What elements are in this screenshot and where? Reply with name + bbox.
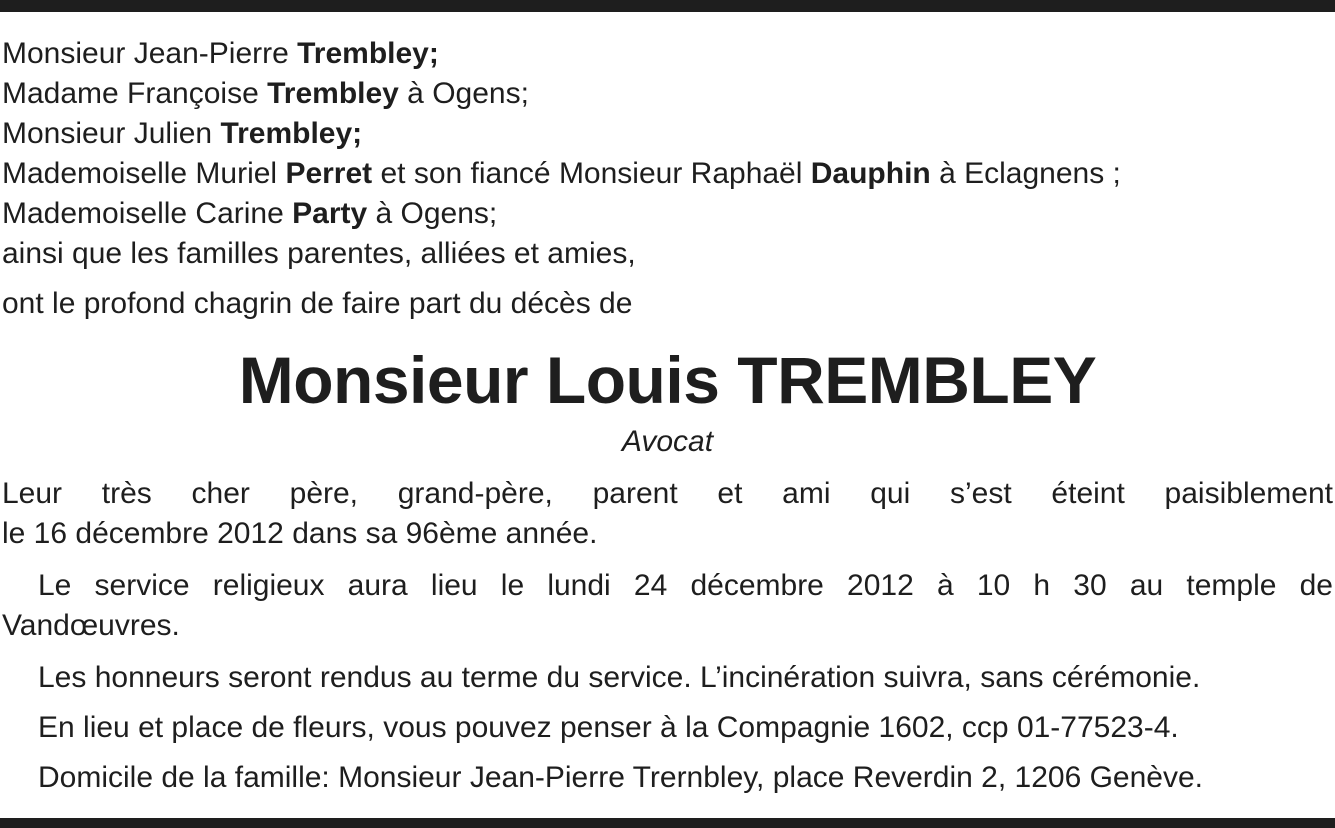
paragraph-4 — [2, 708, 1333, 748]
family-2-prefix: Madame Françoise — [2, 77, 268, 110]
family-3-prefix: Monsieur Julien — [2, 117, 221, 150]
paragraph-2-line-1: Le service religieux aura lieu le lundi 24 décembre 2012 à 10 h 30 au temple de — [38, 569, 1333, 602]
paragraph-2 — [2, 566, 1333, 646]
paragraph-1-line-1: Leur très cher père, grand-père, parent et ami qui s’est éteint paisiblement — [2, 477, 1333, 510]
family-5-prefix: Mademoiselle Carine — [2, 197, 293, 230]
bottom-rule — [0, 818, 1335, 828]
paragraph-4-text: En lieu et place de fleurs, vous pouvez penser à la Compagnie 1602, ccp 01-77523-4. — [38, 711, 1179, 744]
family-3-surname: Trembley; — [220, 117, 363, 150]
relatives-line: ainsi que les familles parentes, alliées et amies, — [2, 237, 636, 270]
family-1-surname: Trembley; — [297, 37, 439, 70]
top-rule — [0, 0, 1335, 12]
family-line-3 — [2, 114, 362, 154]
family-4-suffix: à Eclagnens ; — [930, 157, 1121, 190]
family-1-prefix: Monsieur Jean-Pierre — [2, 37, 298, 70]
family-line-2 — [2, 74, 529, 114]
paragraph-2-line-2: Vandœuvres. — [2, 609, 180, 642]
paragraph-3-text: Les honneurs seront rendus au terme du service. L’incinération suivra, sans cérémonie. — [38, 661, 1201, 694]
deceased-name: Monsieur Louis TREMBLEY — [238, 343, 1097, 417]
family-2-surname: Trembley — [267, 77, 399, 110]
family-4-middle: et son fiancé Monsieur Raphaël — [372, 157, 811, 190]
family-4-surname: Perret — [285, 157, 373, 190]
paragraph-1 — [2, 474, 1333, 554]
paragraph-3 — [2, 658, 1333, 698]
announcement-line: ont le profond chagrin de faire part du décès de — [2, 287, 633, 320]
family-line-4 — [2, 154, 1121, 194]
paragraph-1-line-2: le 16 décembre 2012 dans sa 96ème année. — [2, 517, 598, 550]
family-4-surname2: Dauphin — [810, 157, 931, 190]
family-line-1 — [2, 34, 439, 74]
family-line-5 — [2, 194, 497, 234]
paragraph-5-text: Domicile de la famille: Monsieur Jean-Pierre Trernbley, place Reverdin 2, 1206 Genève. — [38, 761, 1204, 794]
paragraph-5 — [2, 758, 1333, 798]
family-5-surname: Party — [292, 197, 368, 230]
family-5-suffix: à Ogens; — [367, 197, 498, 230]
family-4-prefix: Mademoiselle Muriel — [2, 157, 286, 190]
deceased-title: Avocat — [621, 425, 714, 458]
family-2-suffix: à Ogens; — [398, 77, 529, 110]
